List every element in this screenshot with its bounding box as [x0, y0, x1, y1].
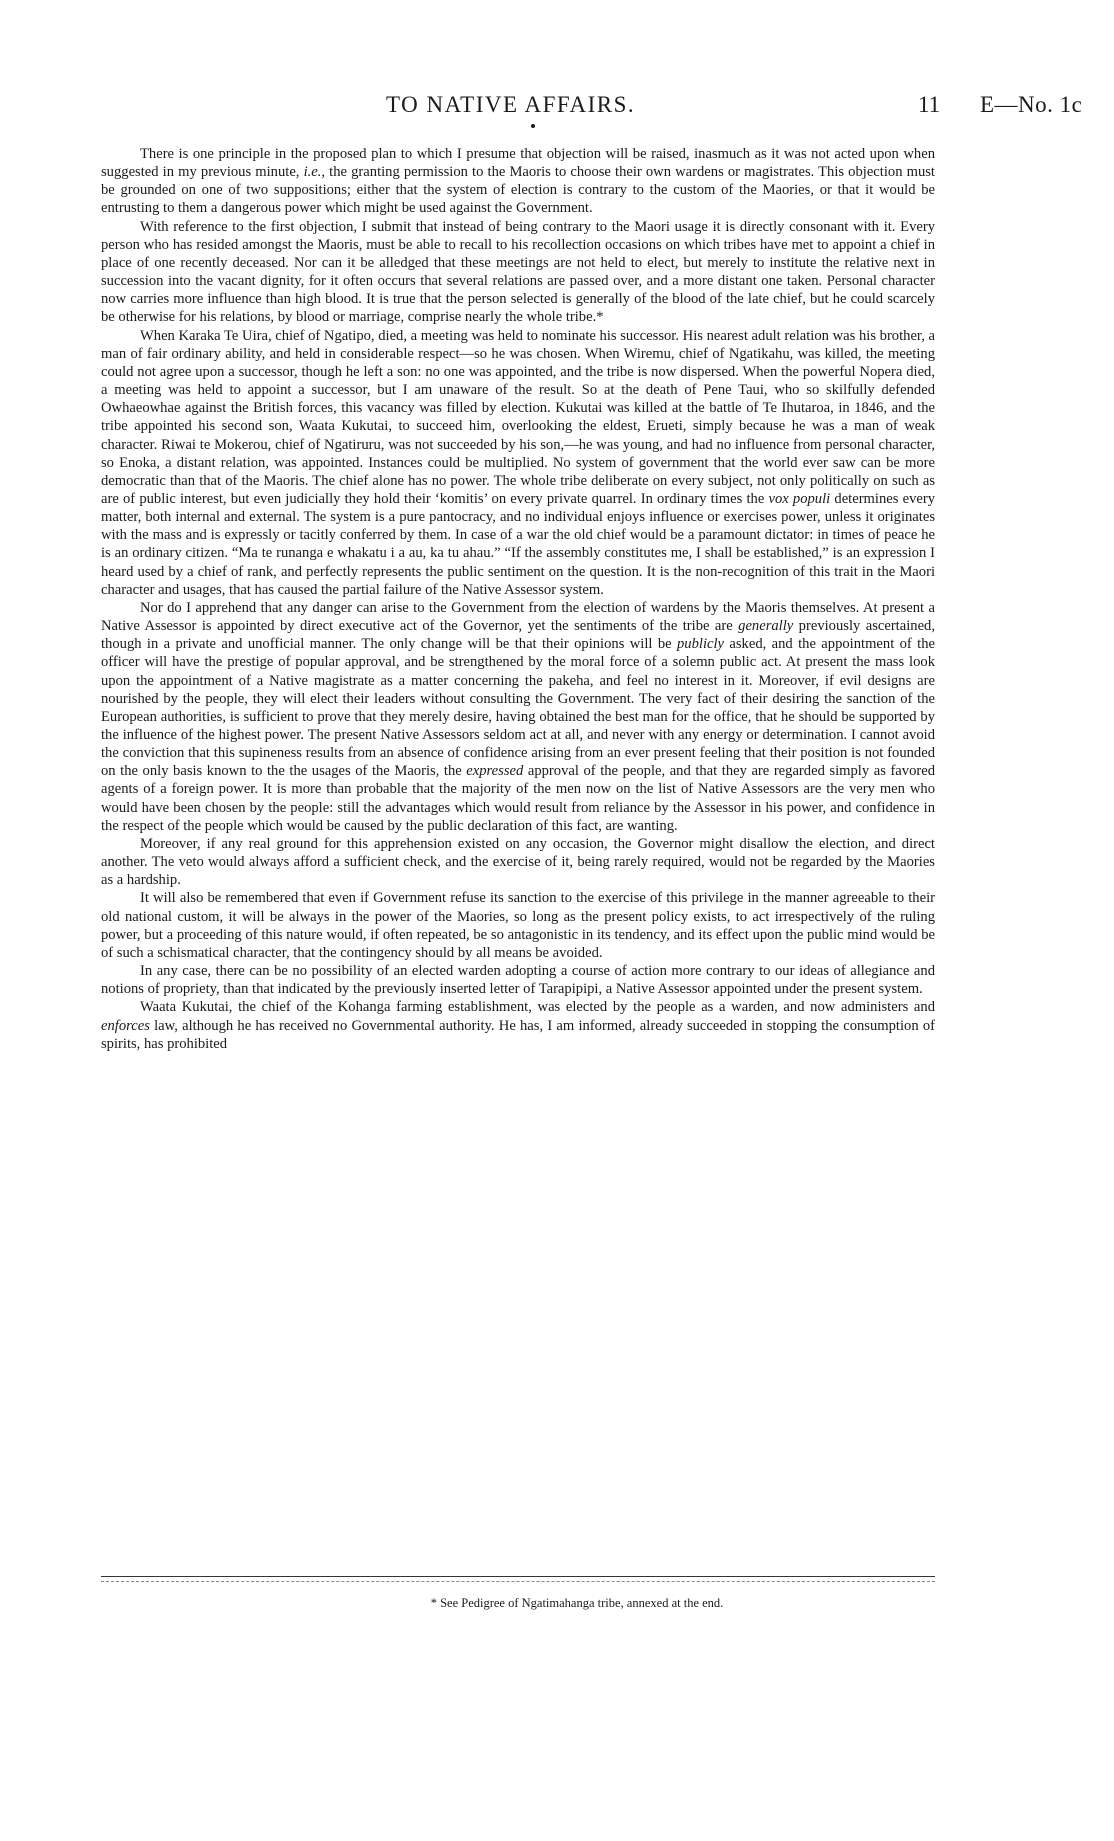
paragraph: With reference to the first objection, I submit that instead of being contrary to the Maori usage it is directly consonant with it. Every person who has resided amongst the Maoris, must be able to recall to his recollection occasions on which tribes have met to appoint a chief in place of one recently deceased. Nor can it be alledged that these meetings are not held to elect, but merely to institute the relative next in succession into the vacant dignity, for it often occurs that several relations are passed over, and a more distant one taken. Personal character now carries more influence than high blood. It is true that the person selected is generally of the blood of the late chief, but he could scarcely be otherwise for his relations, by blood or marriage, comprise nearly the whole tribe.*: [101, 218, 935, 326]
paragraph: There is one principle in the proposed plan to which I presume that objection will be raised, inasmuch as it was not acted upon when suggested in my previous minute, i.e., the granting permission to the Maoris to choose their own wardens or magistrates. This objection must be grounded on one of two suppositions; either that the system of election is contrary to the custom of the Maories, or that it would be entrusting to them a dangerous power which might be used against the Government.: [101, 146, 935, 217]
paragraph: In any case, there can be no possibility of an elected warden adopting a course of action more contrary to our ideas of allegiance and notions of propriety, than that indicated by the previously inserted letter of Tarapipipi, a Native Assessor appointed under the present system.: [101, 963, 935, 998]
footnote: * See Pedigree of Ngatimahanga tribe, annexed at the end.: [430, 1596, 724, 1610]
body-text: [101, 145, 935, 1053]
page-number: 11: [918, 92, 941, 117]
footnote-rule-dashed: [101, 1581, 935, 1582]
paragraph: Moreover, if any real ground for this apprehension existed on any occasion, the Governor might disallow the election, and direct another. The veto would always afford a sufficient check, and the exercise of it, being rarely required, would not be regarded by the Maories as a hardship.: [101, 835, 935, 889]
paragraph: Waata Kukutai, the chief of the Kohanga farming establishment, was elected by the people as a warden, and now administers and enforces law, although he has received no Governmental authority. He has, I am informed, already succeeded in stopping the consumption of spirits, has prohibited: [101, 999, 935, 1052]
sheet-reference: E—No. 1c: [980, 92, 1083, 117]
decorative-dot: [531, 124, 535, 128]
running-title: TO NATIVE AFFAIRS.: [386, 92, 636, 117]
footnote-rule: [101, 1576, 935, 1577]
paragraph: Nor do I apprehend that any danger can arise to the Government from the election of wardens by the Maoris themselves. At present a Native Assessor is appointed by direct executive act of the Governor, yet the sentiments of the tribe are generally previously ascertained, though in a private and unofficial manner. The only change will be that their opinions will be publicly asked, and the appointment of the officer will have the prestige of popular approval, and be strengthened by the moral force of a solemn public act. At present the mass look upon the appointment of a Native magistrate as a matter concerning the pakeha, and feel no interest in it. Moreover, if evil designs are nourished by the people, they will elect their leaders without consulting the Government. The very fact of their desiring the sanction of the European authorities, is sufficient to prove that they merely desire, having obtained the best man for the office, that he should be supported by the influence of the highest power. The present Native Assessors seldom act at all, and never with any energy or determination. I cannot avoid the conviction that this supineness results from an absence of confidence arising from an ever present feeling that their position is not founded on the only basis known to the the usages of the Maoris, the expressed approval of the people, and that they are regarded simply as favored agents of a foreign power. It is more than probable that the majority of the men now on the list of Native Assessors are the very men who would have been chosen by the people: still the advantages which would result from reliance by the Assessor in his power, and confidence in the respect of the people which would be caused by the public declaration of this fact, are wanting.: [101, 599, 936, 834]
page-header: [0, 92, 1114, 122]
paragraph: When Karaka Te Uira, chief of Ngatipo, died, a meeting was held to nominate his successor. His nearest adult relation was his brother, a man of fair ordinary ability, and held in considerable respect—so he was chosen. When Wiremu, chief of Ngatikahu, was killed, the meeting could not agree upon a successor, though he left a son: no one was appointed, and the tribe is now dispersed. When the powerful Nopera died, a meeting was held to appoint a successor, but I am unaware of the result. So at the death of Pene Taui, who so skilfully defended Owhaeowhae against the British forces, this vacancy was filled by election. Kukutai was killed at the battle of Te Ihutaroa, in 1846, and the tribe appointed his second son, Waata Kukutai, to succeed him, overlooking the eldest, Erueti, simply because he was a man of weak character. Riwai te Mokerou, chief of Ngatiruru, was not succeeded by his son,—he was young, and had no influence from personal character, so Enoka, a distant relation, was appointed. Instances could be multiplied. No system of government that the world ever saw can be more democratic than that of the Maoris. The chief alone has no power. The whole tribe deliberate on every subject, not only politically on such as are of public interest, but even judicially they hold their ‘komitis’ on every private quarrel. In ordinary times the vox populi determines every matter, both internal and external. The system is a pure pantocracy, and no individual enjoys influence or exercises power, unless it originates with the mass and is expressly or tacitly conferred by them. In case of a war the old chief would be a paramount dictator: in times of peace he is an ordinary citizen. “Ma te runanga e whakatu i a au, ka tu ahau.” “If the assembly constitutes me, I shall be established,” is an expression I heard used by a chief of rank, and perfectly represents the public sentiment on the question. It is the non-recognition of this trait in the Maori character and usages, that has caused the partial failure of the Native Assessor system.: [101, 327, 936, 598]
paragraph: It will also be remembered that even if Government refuse its sanction to the exercise of this privilege in the manner agreeable to their old national custom, it will be always in the power of the Maories, so long as the present policy exists, to act irrespectively of the ruling power, but a proceeding of this nature would, if often repeated, be so antagonistic in its tendency, and its effect upon the public mind would be of such a schismatical character, that the contingency should by all means be avoided.: [101, 890, 935, 961]
